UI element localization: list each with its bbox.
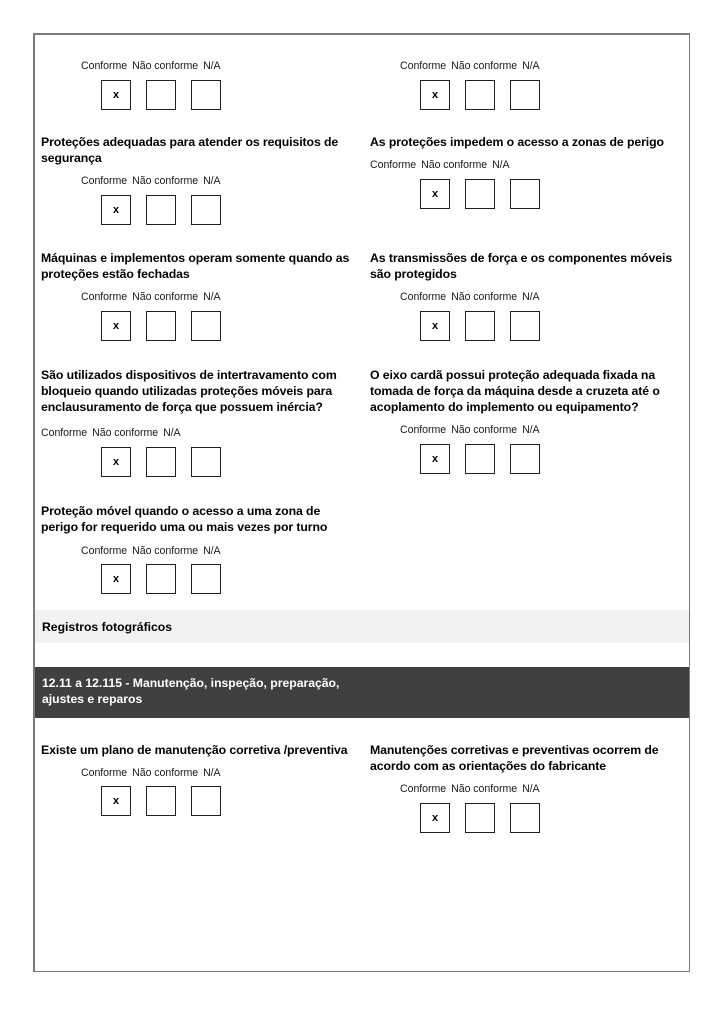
- checkbox-na[interactable]: [510, 311, 540, 341]
- checkbox-conforme[interactable]: x: [101, 447, 131, 477]
- section-header-manutencao: [35, 667, 689, 717]
- choice-labels: [400, 292, 679, 304]
- checkbox-nao-conforme[interactable]: [146, 786, 176, 816]
- label-nao-conforme: Não conforme: [132, 544, 199, 557]
- checkbox-conforme[interactable]: x: [101, 564, 131, 594]
- label-na: N/A: [522, 424, 540, 437]
- checkbox-conforme[interactable]: x: [420, 444, 450, 474]
- label-na: N/A: [203, 175, 221, 188]
- label-na: N/A: [522, 291, 540, 304]
- question-cell-left-3: [35, 367, 362, 477]
- checkbox-nao-conforme[interactable]: [465, 444, 495, 474]
- choice-group: [41, 428, 356, 477]
- label-nao-conforme: Não conforme: [132, 291, 199, 304]
- checkbox-conforme[interactable]: x: [101, 195, 131, 225]
- checkbox-conforme[interactable]: x: [420, 803, 450, 833]
- question-cell-left-m0: [35, 742, 362, 833]
- question-text: Manutenções corretivas e preventivas ocorrem de acordo com as orientações do fabricante: [370, 742, 659, 773]
- checkbox-nao-conforme[interactable]: [465, 80, 495, 110]
- question-cell-right-m0: [362, 742, 689, 833]
- label-na: N/A: [203, 544, 221, 557]
- label-conforme: Conforme: [81, 766, 128, 779]
- choice-labels: [81, 176, 356, 188]
- label-conforme: Conforme: [400, 291, 447, 304]
- checkbox-na[interactable]: [510, 803, 540, 833]
- question-cell-right-2: [362, 250, 689, 341]
- label-conforme: Conforme: [370, 158, 417, 171]
- question-text: As proteções impedem o acesso a zonas de perigo: [370, 134, 664, 149]
- label-na: N/A: [203, 766, 221, 779]
- checkbox-conforme[interactable]: x: [420, 311, 450, 341]
- question-cell-left-0: [35, 51, 362, 110]
- question-row-2: [35, 250, 689, 341]
- form-page: [33, 33, 690, 972]
- checkbox-set: [81, 786, 356, 816]
- checkbox-nao-conforme[interactable]: [146, 195, 176, 225]
- checkbox-nao-conforme[interactable]: [146, 447, 176, 477]
- label-conforme: Conforme: [81, 60, 128, 72]
- question-cell-left-2: [35, 250, 362, 341]
- checkbox-set: [81, 564, 356, 594]
- checkbox-nao-conforme[interactable]: [146, 311, 176, 341]
- choice-labels: [81, 61, 356, 73]
- checkbox-nao-conforme[interactable]: [465, 179, 495, 209]
- choice-group: [370, 784, 679, 833]
- checkbox-set: [41, 447, 356, 477]
- checkbox-na[interactable]: [191, 564, 221, 594]
- choice-group: [370, 61, 679, 110]
- label-nao-conforme: Não conforme: [451, 783, 518, 796]
- label-conforme: Conforme: [400, 783, 447, 796]
- label-na: N/A: [203, 291, 221, 304]
- checkbox-set: [81, 195, 356, 225]
- choice-labels: [370, 160, 679, 172]
- label-na: N/A: [203, 60, 221, 72]
- choice-labels: [81, 546, 356, 558]
- label-nao-conforme: Não conforme: [421, 158, 488, 171]
- label-conforme: Conforme: [81, 175, 128, 188]
- choice-labels: [400, 425, 679, 437]
- question-cell-right-1: [362, 134, 689, 225]
- section-title: 12.11 a 12.115 - Manutenção, inspeção, preparação, ajustes e reparos: [42, 676, 340, 707]
- label-na: N/A: [492, 158, 510, 171]
- choice-labels: [400, 61, 679, 73]
- question-row-4: [35, 503, 689, 594]
- question-text: O eixo cardã possui proteção adequada fixada na tomada de força da máquina desde a cruzeta até o acoplamento do implemento ou equipamento?: [370, 367, 660, 415]
- checkbox-conforme[interactable]: x: [420, 80, 450, 110]
- checkbox-nao-conforme[interactable]: [146, 80, 176, 110]
- question-cell-left-4: [35, 503, 362, 594]
- label-nao-conforme: Não conforme: [451, 60, 518, 72]
- choice-group: [41, 176, 356, 225]
- question-row-3: [35, 367, 689, 477]
- section-header-registros-fotograficos: [35, 610, 689, 643]
- choice-group: [370, 425, 679, 474]
- checkbox-nao-conforme[interactable]: [465, 311, 495, 341]
- checkbox-na[interactable]: [510, 179, 540, 209]
- question-row-1: [35, 134, 689, 225]
- choice-group: [41, 61, 356, 110]
- question-row-maintenance-0: [35, 742, 689, 833]
- question-cell-right-3: [362, 367, 689, 477]
- choice-group: [41, 546, 356, 595]
- choice-group: [370, 292, 679, 341]
- checkbox-nao-conforme[interactable]: [146, 564, 176, 594]
- checkbox-conforme[interactable]: x: [101, 311, 131, 341]
- gap: [35, 594, 689, 610]
- choice-labels: [81, 768, 356, 780]
- question-text: Existe um plano de manutenção corretiva /preventiva: [41, 742, 348, 757]
- question-cell-right-4: [362, 503, 689, 594]
- question-text: São utilizados dispositivos de intertravamento com bloqueio quando utilizadas proteções móveis para enclausuramento de força que possuem inércia?: [41, 367, 337, 415]
- checkbox-set: [81, 311, 356, 341]
- checkbox-set: [81, 80, 356, 110]
- label-conforme: Conforme: [400, 60, 447, 72]
- choice-labels: [400, 784, 679, 796]
- checkbox-set: [400, 803, 679, 833]
- checkbox-conforme[interactable]: x: [101, 786, 131, 816]
- checkbox-set: [400, 80, 679, 110]
- question-text: Máquinas e implementos operam somente quando as proteções estão fechadas: [41, 250, 350, 281]
- label-nao-conforme: Não conforme: [132, 60, 199, 72]
- label-conforme: Conforme: [400, 424, 447, 437]
- question-text: Proteção móvel quando o acesso a uma zona de perigo for requerido uma ou mais vezes por turno: [41, 504, 328, 535]
- choice-group: [370, 160, 679, 209]
- checkbox-na[interactable]: [191, 80, 221, 110]
- choice-labels: [81, 292, 356, 304]
- label-na: N/A: [522, 783, 540, 796]
- checkbox-set: [400, 311, 679, 341]
- choice-labels: [41, 428, 356, 440]
- question-text: As transmissões de força e os componentes móveis são protegidos: [370, 250, 673, 281]
- checkbox-na[interactable]: [510, 444, 540, 474]
- label-conforme: Conforme: [41, 427, 88, 440]
- question-cell-left-1: [35, 134, 362, 225]
- label-conforme: Conforme: [81, 544, 128, 557]
- photo-area: [35, 643, 689, 667]
- question-text: Proteções adequadas para atender os requisitos de segurança: [41, 134, 339, 165]
- checkbox-set: [370, 179, 679, 209]
- checkbox-na[interactable]: [191, 195, 221, 225]
- label-nao-conforme: Não conforme: [132, 766, 199, 779]
- choice-group: [41, 292, 356, 341]
- label-na: N/A: [522, 60, 540, 72]
- question-cell-right-0: [362, 51, 689, 110]
- label-nao-conforme: Não conforme: [451, 424, 518, 437]
- label-nao-conforme: Não conforme: [451, 291, 518, 304]
- checkbox-set: [400, 444, 679, 474]
- checkbox-conforme[interactable]: x: [101, 80, 131, 110]
- checkbox-na[interactable]: [191, 786, 221, 816]
- label-nao-conforme: Não conforme: [132, 175, 199, 188]
- label-nao-conforme: Não conforme: [92, 427, 159, 440]
- checkbox-conforme[interactable]: x: [420, 179, 450, 209]
- checkbox-nao-conforme[interactable]: [465, 803, 495, 833]
- section-title: Registros fotográficos: [42, 619, 173, 634]
- checkbox-na[interactable]: [191, 311, 221, 341]
- checkbox-na[interactable]: [191, 447, 221, 477]
- question-row-0: [35, 51, 689, 110]
- label-conforme: Conforme: [81, 291, 128, 304]
- checkbox-na[interactable]: [510, 80, 540, 110]
- label-na: N/A: [163, 427, 181, 440]
- choice-group: [41, 768, 356, 817]
